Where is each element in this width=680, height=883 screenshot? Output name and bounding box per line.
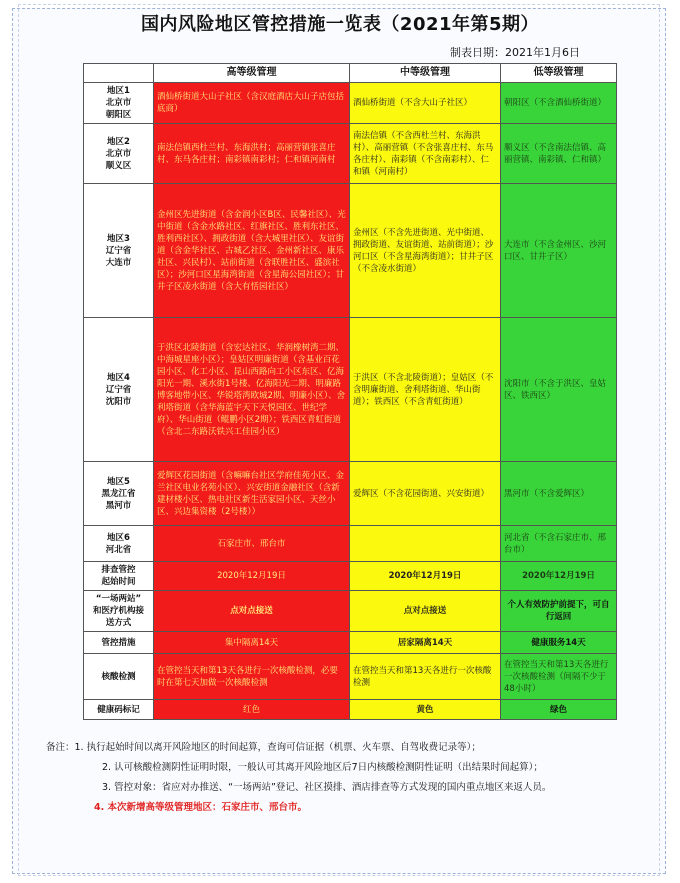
- mid-level-cell: [350, 526, 501, 562]
- low-level-cell: 健康服务14天: [501, 632, 617, 654]
- mid-level-cell: 酒仙桥街道（不含大山子社区）: [350, 83, 501, 124]
- mid-level-cell: 南法信镇（不含西杜兰村、东海洪村）、高丽营镇（不含张喜庄村、东马各庄村）、南彩镇（不含南彩村）、仁和镇（河南村）: [350, 124, 501, 184]
- region-label: 地区3 辽宁省 大连市: [84, 184, 154, 318]
- region-row: [84, 184, 617, 318]
- low-level-cell: 在管控当天和第13天各进行一次核酸检测（间隔不少于48小时）: [501, 654, 617, 700]
- low-level-cell: 个人有效防护前提下，可自行返回: [501, 591, 617, 632]
- high-level-cell: 金州区先进街道（含金润小区B区、民馨社区）、光中街道（含金水路社区、红旗社区、胜利东社区、胜利西社区）、拥政街道（含大城里社区）、友谊街道（含金华社区、古城乙社区、金州新社区、康乐社区、兴民村）、站前街道（含联胜社区、盛滨社区）；沙河口区星海湾街道（含星海公园社区）；甘井子区凌水街道（含大有恬园社区）: [154, 184, 350, 318]
- measure-row: [84, 591, 617, 632]
- mid-level-cell: 在管控当天和第13天各进行一次核酸检测: [350, 654, 501, 700]
- mid-level-cell: 点对点接送: [350, 591, 501, 632]
- risk-control-table: [83, 63, 617, 720]
- high-level-cell: 集中隔离14天: [154, 632, 350, 654]
- mid-level-cell: 爱辉区（不含花园街道、兴安街道）: [350, 462, 501, 526]
- measure-label: 排查管控 起始时间: [84, 562, 154, 591]
- note-2: 2. 认可核酸检测阴性证明时限，一般认可其离开风险地区后7日内核酸检测阴性证明（出结果时间起算）；: [102, 762, 543, 773]
- region-row: [84, 318, 617, 462]
- high-level-cell: 爱辉区花园街道（含嘛嘛台社区学府佳苑小区、金兰社区电业名苑小区）、兴安街道金融社区（含新建材楼小区、热电社区新生活家园小区、天丝小区、兴边集资楼（2号楼））: [154, 462, 350, 526]
- high-level-cell: 2020年12月19日: [154, 562, 350, 591]
- high-level-cell: 酒仙桥街道大山子社区（含汉庭酒店大山子店包括底商）: [154, 83, 350, 124]
- region-label: 地区1 北京市 朝阳区: [84, 83, 154, 124]
- low-level-cell: 沈阳市（不含于洪区、皇姑区、铁西区）: [501, 318, 617, 462]
- note-4: 4. 本次新增高等级管理地区：石家庄市、邢台市。: [94, 802, 308, 813]
- high-level-cell: 于洪区北陵街道（含宏达社区、华润橡树湾二期、中海城星座小区）；皇姑区明廉街道（含基业百花园小区、化工小区、昆山西路向工小区东区、亿海阳光一期、溪水街1号楼、亿海阳光二期、明廉路博客地带小区、华锐塔湾欧城2期、明廉小区）、舍利塔街道（含华海蓝宇天下天悦园区、世纪学府）、华山街道（鲲鹏小区2期）；铁西区青虹街道（含北二东路沃铁兴工佳园小区）: [154, 318, 350, 462]
- note-1: 备注：1. 执行起始时间以离开风险地区的时间起算，查询可信证据（机票、火车票、自驾收费记录等）；: [46, 742, 481, 753]
- measure-label: “一场两站” 和医疗机构接 送方式: [84, 591, 154, 632]
- header-row: [84, 64, 617, 83]
- measure-row: [84, 562, 617, 591]
- low-level-cell: 2020年12月19日: [501, 562, 617, 591]
- region-row: [84, 83, 617, 124]
- region-row: [84, 462, 617, 526]
- measure-label: 健康码标记: [84, 700, 154, 720]
- measure-row: [84, 700, 617, 720]
- measure-label: 管控措施: [84, 632, 154, 654]
- region-label: 地区4 辽宁省 沈阳市: [84, 318, 154, 462]
- high-level-cell: 南法信镇西杜兰村、东海洪村；高丽营镇张喜庄村、东马各庄村；南彩镇南彩村；仁和镇河南村: [154, 124, 350, 184]
- region-label: 地区5 黑龙江省 黑河市: [84, 462, 154, 526]
- low-level-cell: 大连市（不含金州区、沙河口区、甘井子区）: [501, 184, 617, 318]
- low-level-cell: 绿色: [501, 700, 617, 720]
- low-level-cell: 顺义区（不含南法信镇、高丽营镇、南彩镇、仁和镇）: [501, 124, 617, 184]
- region-row: [84, 124, 617, 184]
- table-date: 制表日期：2021年1月6日: [450, 46, 580, 59]
- header-empty: [84, 64, 154, 83]
- mid-level-cell: 2020年12月19日: [350, 562, 501, 591]
- low-level-cell: 朝阳区（不含酒仙桥街道）: [501, 83, 617, 124]
- document-title: 国内风险地区管控措施一览表（2021年第5期）: [140, 14, 540, 35]
- measure-label: 核酸检测: [84, 654, 154, 700]
- mid-level-cell: 金州区（不含先进街道、光中街道、拥政街道、友谊街道、站前街道）；沙河口区（不含星海湾街道）；甘井子区（不含凌水街道）: [350, 184, 501, 318]
- region-row: [84, 526, 617, 562]
- header-high: 高等级管理: [154, 64, 350, 83]
- region-label: 地区2 北京市 顺义区: [84, 124, 154, 184]
- high-level-cell: 点对点接送: [154, 591, 350, 632]
- header-mid: 中等级管理: [350, 64, 501, 83]
- low-level-cell: 黑河市（不含爱辉区）: [501, 462, 617, 526]
- high-level-cell: 红色: [154, 700, 350, 720]
- high-level-cell: 在管控当天和第13天各进行一次核酸检测，必要时在第七天加做一次核酸检测: [154, 654, 350, 700]
- mid-level-cell: 于洪区（不含北陵街道）；皇姑区（不含明廉街道、舍利塔街道、华山街道）；铁西区（不含青虹街道）: [350, 318, 501, 462]
- high-level-cell: 石家庄市、邢台市: [154, 526, 350, 562]
- notes-section: [46, 738, 662, 818]
- measure-row: [84, 632, 617, 654]
- measure-row: [84, 654, 617, 700]
- mid-level-cell: 居家隔离14天: [350, 632, 501, 654]
- region-label: 地区6 河北省: [84, 526, 154, 562]
- note-3: 3. 管控对象：省应对办推送、“一场两站”登记、社区摸排、酒店排查等方式发现的国内重点地区来返人员。: [102, 782, 552, 793]
- low-level-cell: 河北省（不含石家庄市、邢台市）: [501, 526, 617, 562]
- header-low: 低等级管理: [501, 64, 617, 83]
- mid-level-cell: 黄色: [350, 700, 501, 720]
